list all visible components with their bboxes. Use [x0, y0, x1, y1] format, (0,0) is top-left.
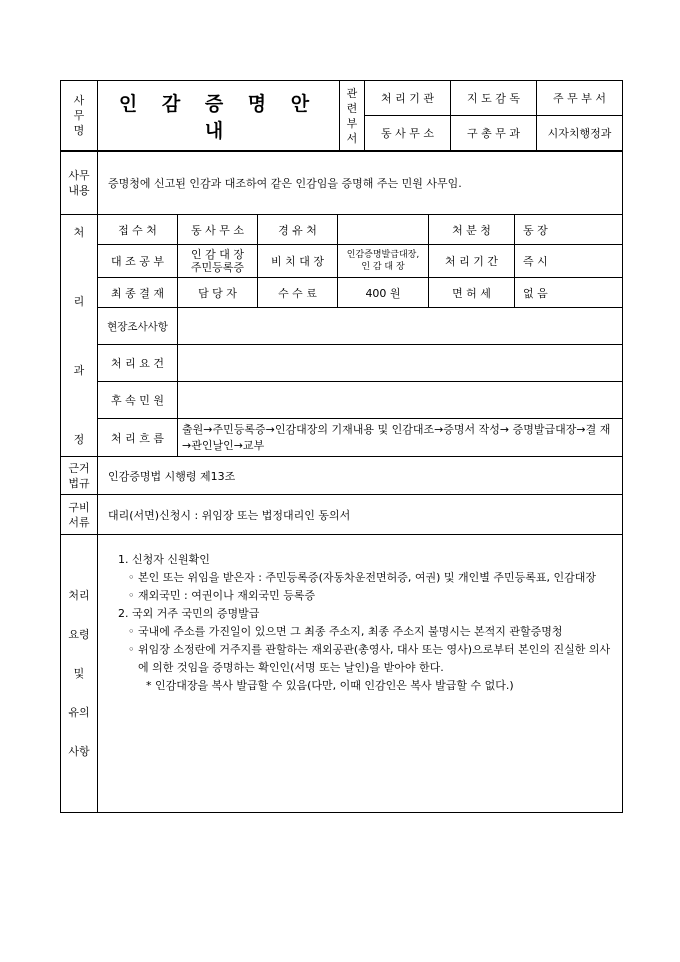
legal-basis-label-1: 법규: [68, 476, 90, 490]
cell-r2-c3: 400 원: [338, 278, 429, 308]
notes-label-1: 요령: [68, 628, 90, 641]
process-label-3: 정: [73, 432, 85, 446]
work-content-label-1: 내용: [68, 184, 90, 197]
cell-r1-c4: 처 리 기 간: [429, 245, 515, 278]
requirements-value: [178, 345, 623, 382]
documents-text: 대리(서면)신청시 : 위임장 또는 법정대리인 동의서: [98, 495, 623, 535]
process-label-1: 리: [73, 294, 85, 308]
note-item: 1. 신청자 신원확인: [118, 553, 210, 566]
legal-basis-label-0: 근거: [68, 461, 90, 475]
requirements-label: 처 리 요 건: [98, 345, 178, 382]
notes-label: [61, 535, 98, 813]
cell-r1-c1: 인 감 대 장 주민등록증: [178, 245, 258, 278]
note-item: ◦ 국내에 주소를 가진일이 있으면 그 최종 주소지, 최종 주소지 불명시는 본적지 관할증명청: [128, 625, 563, 638]
related-label-1: 련: [346, 101, 358, 115]
follow-up-label: 후 속 민 원: [98, 382, 178, 419]
process-label: [61, 215, 98, 457]
cell-r2-c5: [515, 278, 623, 308]
related-dept-label: [340, 81, 365, 151]
cell-r1-c5-text: 즉 시: [523, 255, 548, 268]
supervision-label: 지 도 감 독: [451, 81, 537, 116]
cell-r1-c2: 비 치 대 장: [258, 245, 338, 278]
legal-basis-label: [61, 457, 98, 495]
cell-r1-c0: 대 조 공 부: [98, 245, 178, 278]
office-label-0: 사: [73, 94, 85, 107]
processing-agency-value: 동 사 무 소: [365, 116, 451, 151]
cell-r0-c2: 경 유 처: [258, 215, 338, 245]
cell-r2-c4: 면 허 세: [429, 278, 515, 308]
related-label-0: 관: [346, 86, 358, 100]
note-item: 2. 국외 거주 국민의 증명발급: [118, 607, 260, 620]
main-table: [60, 151, 623, 813]
documents-label-0: 구비: [68, 500, 90, 514]
work-content-label-0: 사무: [68, 169, 90, 182]
supervision-value: 구 총 무 과: [451, 116, 537, 151]
notes-label-2: 및: [73, 667, 85, 680]
site-inspection-value: [178, 308, 623, 345]
cell-r1-c5: [515, 245, 623, 278]
process-label-2: 과: [73, 363, 85, 377]
office-label-2: 명: [73, 124, 85, 137]
cell-r0-c4: 처 분 청: [429, 215, 515, 245]
site-inspection-label: 현장조사사항: [98, 308, 178, 345]
cell-r1-c3: 인감증명발급대장, 인 감 대 장: [338, 245, 429, 278]
cell-r2-c2: 수 수 료: [258, 278, 338, 308]
main-dept-label: 주 무 부 서: [537, 81, 623, 116]
cell-r0-c5: [515, 215, 623, 245]
cell-r0-c0: 접 수 처: [98, 215, 178, 245]
cell-r0-c1: 동 사 무 소: [178, 215, 258, 245]
note-item: ◦ 재외국민 : 여권이나 재외국민 등록증: [128, 589, 316, 602]
cell-r2-c0: 최 종 결 재: [98, 278, 178, 308]
flow-text: 출원→주민등록증→인감대장의 기재내용 및 인감대조→증명서 작성→ 증명발급대장→결 재→관인날인→교부: [178, 419, 623, 457]
office-label-1: 무: [73, 109, 85, 122]
note-item: ◦ 위임장 소정란에 거주지를 관할하는 재외공관(총영사, 대사 또는 영사)으로부터 본인의 진실한 의사에 의한 것임을 증명하는 확인인(서명 또는 날인)을 받아야 한다.: [128, 643, 611, 674]
cell-r0-c5-text: 동 장: [523, 223, 548, 237]
flow-label: 처 리 흐 름: [98, 419, 178, 457]
related-label-3: 서: [346, 131, 358, 145]
notes-label-3: 유의: [68, 706, 90, 719]
note-item: * 인감대장을 복사 발급할 수 있음(다만, 이때 인감인은 복사 발급할 수 없다.): [146, 679, 514, 692]
notes-label-4: 사항: [68, 745, 90, 758]
related-label-2: 부: [346, 116, 358, 130]
process-label-0: 처: [73, 225, 85, 239]
work-content-text: 증명청에 신고된 인감과 대조하여 같은 인감임을 증명해 주는 민원 사무임.: [98, 152, 623, 215]
notes-content: [98, 535, 623, 813]
follow-up-value: [178, 382, 623, 419]
documents-label: [61, 495, 98, 535]
cell-r2-c5-text: 없 음: [523, 286, 548, 300]
cell-r0-c3: [338, 215, 429, 245]
cell-r2-c1: 담 당 자: [178, 278, 258, 308]
notes-label-0: 처리: [68, 589, 90, 602]
note-item: ◦ 본인 또는 위임을 받은자 : 주민등록증(자동차운전면허증, 여권) 및 개인별 주민등록표, 인감대장: [128, 571, 597, 584]
processing-agency-label: 처 리 기 관: [365, 81, 451, 116]
office-label: [61, 81, 98, 151]
header-table: [60, 80, 623, 151]
documents-label-1: 서류: [68, 515, 90, 529]
work-content-label: [61, 152, 98, 215]
page-title: 인 감 증 명 안 내: [98, 81, 340, 151]
main-dept-value: 시자치행정과: [537, 116, 623, 151]
legal-basis-text: 인감증명법 시행령 제13조: [98, 457, 623, 495]
